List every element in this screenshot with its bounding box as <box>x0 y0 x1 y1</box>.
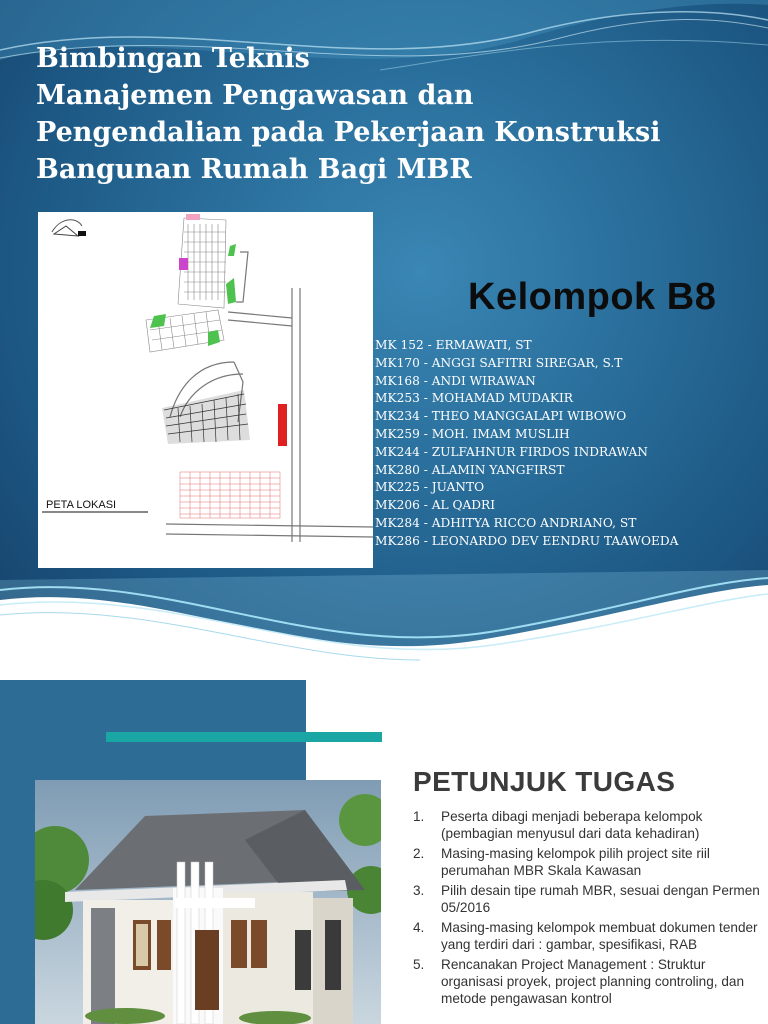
member-list <box>375 337 678 551</box>
instruction-number: 3. <box>413 883 425 898</box>
slide-instructions <box>0 680 768 1024</box>
instruction-number: 1. <box>413 809 425 824</box>
north-arrow-icon <box>52 220 86 236</box>
instruction-item <box>413 882 763 916</box>
title-line-3: Pengendalian pada Pekerjaan Konstruksi <box>36 117 661 148</box>
member-item: MK244 - ZULFAHNUR FIRDOS INDRAWAN <box>375 444 648 459</box>
member-item: MK 152 - ERMAWATI, ST <box>375 338 532 352</box>
title-line-4: Bangunan Rumah Bagi MBR <box>36 154 472 185</box>
instruction-item <box>413 919 763 953</box>
instructions-list <box>413 808 763 1010</box>
title-line-1: Bimbingan Teknis <box>36 43 310 74</box>
plot-grid <box>180 472 280 518</box>
member-item: MK206 - AL QADRI <box>375 498 496 513</box>
member-item: MK259 - MOH. IMAM MUSLIH <box>375 426 570 441</box>
house-photo <box>35 780 381 1024</box>
member-item: MK280 - ALAMIN YANGFIRST <box>375 462 565 477</box>
member-item: MK234 - THEO MANGGALAPI WIBOWO <box>375 409 627 424</box>
instructions-title: PETUNJUK TUGAS <box>413 766 676 797</box>
instruction-item <box>413 956 763 1007</box>
site-location-map <box>38 212 373 568</box>
member-item: MK286 - LEONARDO DEV EENDRU TAAWOEDA <box>375 533 679 548</box>
instruction-number: 2. <box>413 846 425 861</box>
instruction-text: Peserta dibagi menjadi beberapa kelompok (pembagian menyusul dari data kehadiran) <box>441 809 703 841</box>
member-item: MK253 - MOHAMAD MUDAKIR <box>375 391 573 406</box>
instruction-text: Masing-masing kelompok membuat dokumen tender yang terdiri dari : gambar, spesifikasi, RAB <box>441 920 758 952</box>
instruction-text: Masing-masing kelompok pilih project site riil perumahan MBR Skala Kawasan <box>441 846 710 878</box>
instruction-text: Rencanakan Project Management : Struktur organisasi proyek, project planning controling, dan metode pengawasan kontrol <box>441 957 745 1006</box>
slide-title-heading <box>36 40 736 188</box>
site-plan-drawing <box>38 212 373 568</box>
decorative-waves-bottom <box>0 560 768 680</box>
instruction-item <box>413 845 763 879</box>
instruction-number: 5. <box>413 957 425 972</box>
member-item: MK168 - ANDI WIRAWAN <box>375 373 536 388</box>
accent-bar <box>106 732 382 742</box>
member-item: MK170 - ANGGI SAFITRI SIREGAR, S.T <box>375 355 623 370</box>
instruction-number: 4. <box>413 920 425 935</box>
instruction-text: Pilih desain tipe rumah MBR, sesuai dengan Permen 05/2016 <box>441 883 760 915</box>
member-item: MK225 - JUANTO <box>375 480 485 495</box>
title-line-2: Manajemen Pengawasan dan <box>36 80 474 111</box>
member-item: MK284 - ADHITYA RICCO ANDRIANO, ST <box>375 515 637 530</box>
instruction-item <box>413 808 763 842</box>
group-name: Kelompok B8 <box>468 276 717 318</box>
map-label: PETA LOKASI <box>46 499 117 511</box>
